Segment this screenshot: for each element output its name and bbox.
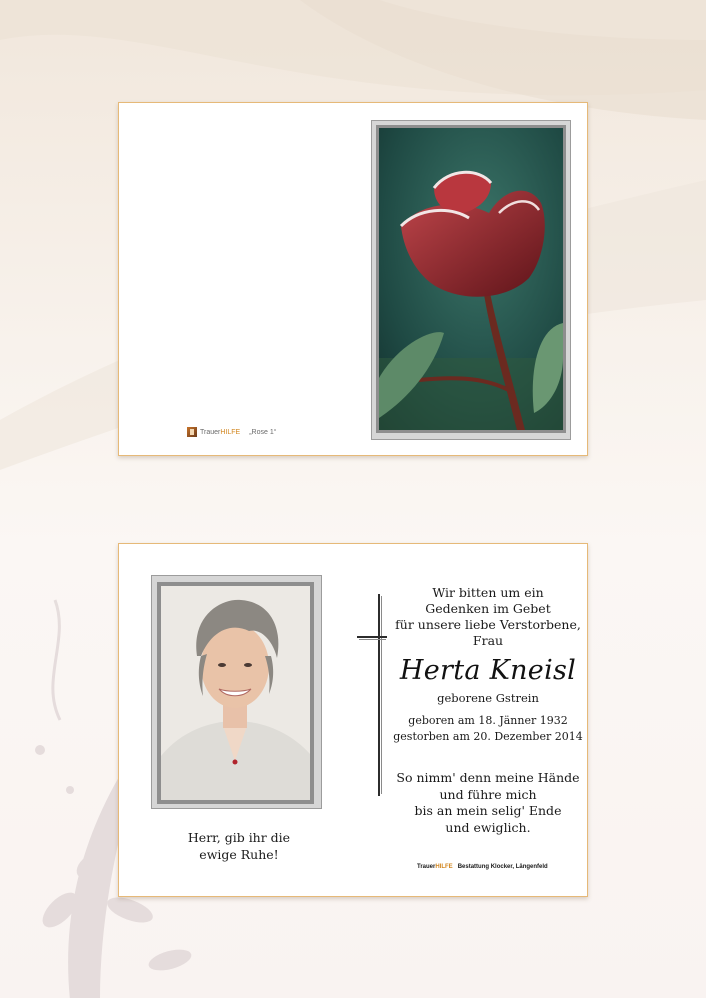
verse-line: bis an mein selig' Ende — [414, 803, 562, 818]
card-front — [118, 102, 588, 456]
deceased-name: Herta Kneisl — [399, 655, 577, 686]
prayer-text: Herr, gib ihr die ewige Ruhe! — [187, 830, 291, 862]
intro-line: Gedenken im Gebet — [425, 601, 551, 616]
brand-logo-front — [187, 427, 276, 437]
verse-line: und führe mich — [439, 786, 537, 802]
design-name: „Rose 1“ — [249, 428, 277, 436]
portrait-photo — [161, 586, 310, 800]
footer-brand-part1: Trauer — [417, 864, 436, 870]
verse-line: und ewiglich. — [445, 819, 531, 835]
verse-text — [393, 770, 583, 836]
trauerhilfe-logo-icon — [187, 427, 197, 437]
verse-line: So nimm' denn meine Hände — [396, 770, 580, 785]
footer-brand-part2: HILFE — [435, 864, 453, 870]
rose-photo — [379, 128, 563, 430]
maiden-name: geborene Gstrein — [437, 691, 539, 705]
death-date: gestorben am 20. Dezember 2014 — [393, 730, 583, 743]
intro-line: für unsere liebe Verstorbene, — [395, 617, 581, 632]
brand-name-part1: Trauer — [200, 428, 221, 436]
intro-text — [393, 585, 583, 649]
card-inside — [118, 543, 588, 897]
intro-line: Frau — [472, 633, 504, 648]
cross-icon — [357, 592, 387, 798]
footer-brand — [417, 864, 548, 870]
undertaker-name: Bestattung Klocker, Längenfeld — [457, 864, 548, 870]
life-dates — [393, 713, 583, 745]
intro-line: Wir bitten um ein — [432, 585, 544, 600]
brand-name-part2: HILFE — [220, 428, 241, 436]
birth-date: geboren am 18. Jänner 1932 — [408, 714, 568, 727]
